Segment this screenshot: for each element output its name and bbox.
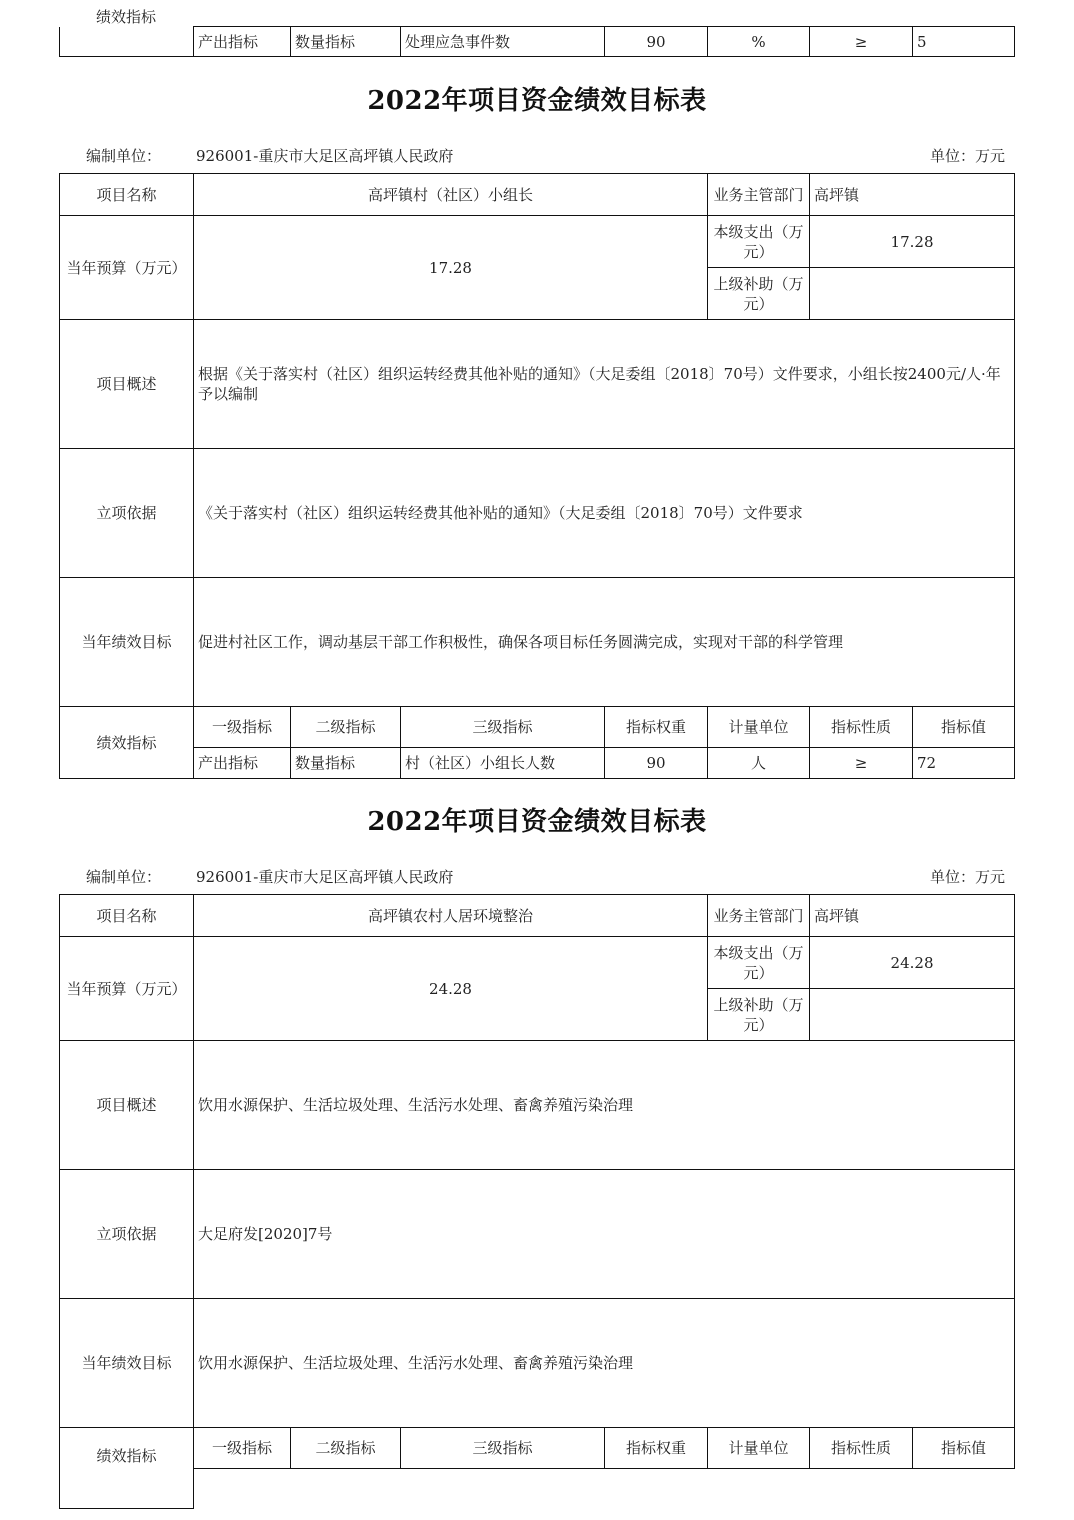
compile-unit-name: 926001-重庆市大足区高坪镇人民政府 — [196, 868, 454, 886]
level2-cell: 数量指标 — [291, 748, 401, 779]
goal-value: 促进村社区工作，调动基层干部工作积极性，确保各项目标任务圆满完成，实现对干部的科学管理 — [194, 578, 1015, 707]
col-header: 指标性质 — [810, 1428, 913, 1469]
project-name-label: 项目名称 — [60, 895, 194, 937]
budget-label: 当年预算（万元） — [60, 216, 194, 320]
level3-cell: 村（社区）小组长人数 — [401, 748, 605, 779]
indicators-label: 绩效指标 — [60, 1428, 194, 1509]
col-header: 计量单位 — [708, 707, 810, 748]
col-header: 一级指标 — [194, 1428, 291, 1469]
upper-subsidy-value — [810, 268, 1015, 320]
currency-unit: 单位：万元 — [930, 147, 1006, 165]
col-header: 三级指标 — [401, 707, 605, 748]
dept-value: 高坪镇 — [810, 174, 1015, 216]
dept-value: 高坪镇 — [810, 895, 1015, 937]
project-name-value: 高坪镇农村人居环境整治 — [194, 895, 708, 937]
performance-table — [59, 894, 1015, 1509]
budget-value: 24.28 — [194, 937, 708, 1041]
own-spend-label: 本级支出（万元） — [708, 216, 810, 268]
col-header: 指标值 — [913, 707, 1015, 748]
currency-unit: 单位：万元 — [930, 868, 1006, 886]
compile-unit-label: 编制单位： — [86, 868, 162, 886]
prev-indicator-table — [59, 26, 1015, 57]
col-header: 计量单位 — [708, 1428, 810, 1469]
table-title: 2022年项目资金绩效目标表 — [367, 86, 707, 116]
goal-label: 当年绩效目标 — [60, 1299, 194, 1428]
project-name-value: 高坪镇村（社区）小组长 — [194, 174, 708, 216]
indicator-label-cut: 绩效指标 — [96, 8, 157, 26]
col-header: 指标性质 — [810, 707, 913, 748]
basis-label: 立项依据 — [60, 1170, 194, 1299]
upper-subsidy-label: 上级补助（万元） — [708, 989, 810, 1041]
col-header: 指标权重 — [605, 707, 708, 748]
col-header: 指标值 — [913, 1428, 1015, 1469]
nature-cell: ≥ — [810, 27, 913, 57]
dept-label: 业务主管部门 — [708, 174, 810, 216]
prev-indicator-cell — [60, 27, 194, 57]
prev-indicator-row — [60, 27, 1015, 57]
indicator-row-cut — [60, 1469, 1015, 1509]
goal-label: 当年绩效目标 — [60, 578, 194, 707]
level2-cell: 数量指标 — [291, 27, 401, 57]
overview-label: 项目概述 — [60, 320, 194, 449]
basis-value: 《关于落实村（社区）组织运转经费其他补贴的通知》（大足委组〔2018〕70号）文件要求 — [194, 449, 1015, 578]
indicator-row — [60, 748, 1015, 779]
cut-off-area — [194, 1469, 1015, 1509]
value-cell: 5 — [913, 27, 1015, 57]
performance-table — [59, 173, 1015, 779]
col-header: 三级指标 — [401, 1428, 605, 1469]
basis-value: 大足府发[2020]7号 — [194, 1170, 1015, 1299]
budget-value: 17.28 — [194, 216, 708, 320]
own-spend-label: 本级支出（万元） — [708, 937, 810, 989]
compile-unit-label: 编制单位： — [86, 147, 162, 165]
col-header: 二级指标 — [291, 707, 401, 748]
unit-cell: 人 — [708, 748, 810, 779]
level1-cell: 产出指标 — [194, 27, 291, 57]
own-spend-value: 24.28 — [810, 937, 1015, 989]
table-title: 2022年项目资金绩效目标表 — [367, 807, 707, 837]
basis-label: 立项依据 — [60, 449, 194, 578]
indicators-label: 绩效指标 — [60, 707, 194, 779]
overview-label: 项目概述 — [60, 1041, 194, 1170]
overview-value: 饮用水源保护、生活垃圾处理、生活污水处理、畜禽养殖污染治理 — [194, 1041, 1015, 1170]
col-header: 指标权重 — [605, 1428, 708, 1469]
overview-value: 根据《关于落实村（社区）组织运转经费其他补贴的通知》（大足委组〔2018〕70号）文件要求，小组长按2400元/人·年予以编制 — [194, 320, 1015, 449]
level3-cell: 处理应急事件数 — [401, 27, 605, 57]
value-cell: 72 — [913, 748, 1015, 779]
weight-cell: 90 — [605, 748, 708, 779]
level1-cell: 产出指标 — [194, 748, 291, 779]
goal-value: 饮用水源保护、生活垃圾处理、生活污水处理、畜禽养殖污染治理 — [194, 1299, 1015, 1428]
col-header: 二级指标 — [291, 1428, 401, 1469]
own-spend-value: 17.28 — [810, 216, 1015, 268]
compile-unit-name: 926001-重庆市大足区高坪镇人民政府 — [196, 147, 454, 165]
nature-cell: ≥ — [810, 748, 913, 779]
dept-label: 业务主管部门 — [708, 895, 810, 937]
upper-subsidy-value — [810, 989, 1015, 1041]
unit-cell: % — [708, 27, 810, 57]
col-header: 一级指标 — [194, 707, 291, 748]
project-name-label: 项目名称 — [60, 174, 194, 216]
budget-label: 当年预算（万元） — [60, 937, 194, 1041]
upper-subsidy-label: 上级补助（万元） — [708, 268, 810, 320]
weight-cell: 90 — [605, 27, 708, 57]
